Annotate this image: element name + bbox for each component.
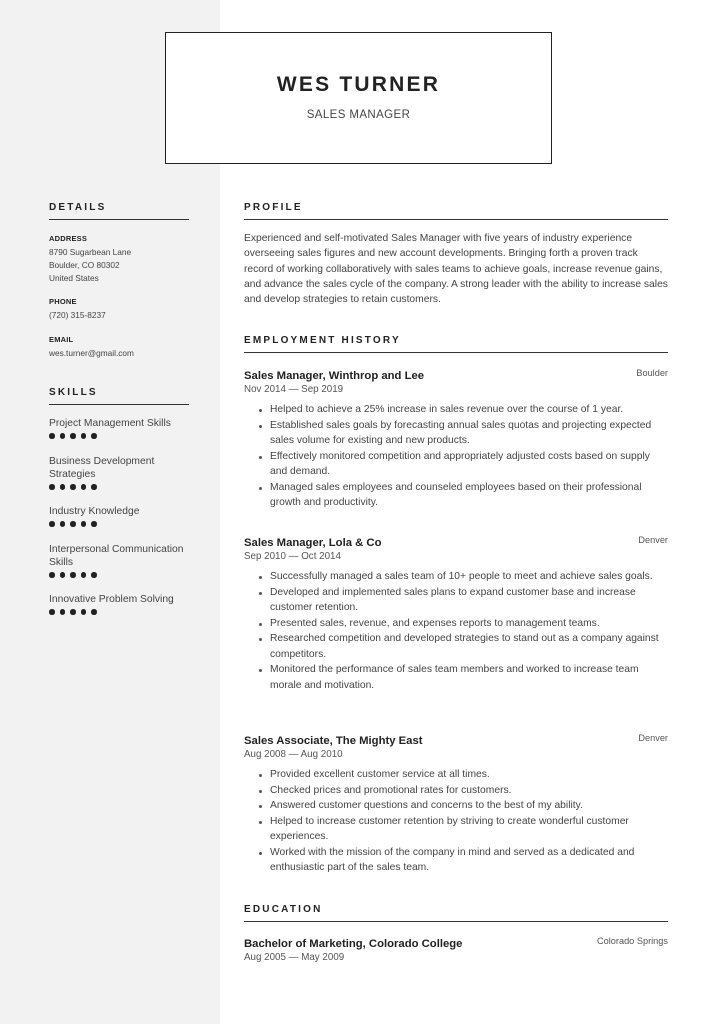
job-dates: Sep 2010 — Oct 2014	[244, 551, 341, 562]
phone-label: PHONE	[49, 297, 77, 306]
skill-dot	[81, 433, 87, 439]
skill-level-dots	[49, 609, 194, 617]
skill-dot	[49, 521, 55, 527]
skill-item	[49, 505, 194, 529]
job-bullet: Helped to increase customer retention by striving to create wonderful customer experiences.	[244, 814, 668, 845]
skill-item	[49, 455, 194, 492]
skills-heading: SKILLS	[49, 387, 189, 405]
job-bullet: Answered customer questions and concerns to the best of my ability.	[244, 798, 668, 814]
name-header-box	[165, 32, 552, 164]
skill-dot	[91, 433, 97, 439]
skill-dot	[60, 609, 66, 615]
job-bullet: Presented sales, revenue, and expenses reports to management teams.	[244, 616, 668, 632]
profile-text: Experienced and self-motivated Sales Manager with five years of industry experience overseeing sales figures and new account developments. Bringing forth a proven track record of working collaboratively with sales teams to achieve goals, increase revenue gains, and advance the sales cycle of the company. A strong leader with the ability to increase sales and develop strategies to retain customers.	[244, 233, 668, 306]
skill-level-dots	[49, 521, 194, 529]
phone-value: (720) 315-8237	[49, 310, 106, 320]
education-location: Colorado Springs	[597, 936, 668, 946]
skill-dot	[91, 609, 97, 615]
job-bullet: Provided excellent customer service at all times.	[244, 767, 668, 783]
education-heading: EDUCATION	[244, 904, 668, 922]
job-bullets	[244, 569, 668, 693]
skill-level-dots	[49, 572, 194, 580]
employment-heading: EMPLOYMENT HISTORY	[244, 335, 668, 353]
details-heading: DETAILS	[49, 202, 189, 220]
skill-name: Project Management Skills	[49, 418, 171, 429]
email-label: EMAIL	[49, 335, 74, 344]
job-title: Sales Associate, The Mighty East	[244, 735, 423, 747]
job-bullet: Established sales goals by forecasting annual sales quotas and projecting expected sales volume for existing and new products.	[244, 418, 668, 449]
job-bullet: Effectively monitored competition and appropriately adjusted costs based on supply and demand.	[244, 449, 668, 480]
skill-dot	[60, 484, 66, 490]
skill-dot	[49, 484, 55, 490]
job-entry	[244, 366, 668, 511]
job-bullet: Helped to achieve a 25% increase in sales revenue over the course of 1 year.	[244, 402, 668, 418]
skill-level-dots	[49, 484, 194, 492]
skill-dot	[91, 521, 97, 527]
job-bullet: Successfully managed a sales team of 10+ people to meet and achieve sales goals.	[244, 569, 668, 585]
skill-item	[49, 417, 194, 441]
skill-name: Industry Knowledge	[49, 506, 140, 517]
job-title: Sales Manager, Winthrop and Lee	[244, 370, 425, 382]
skill-item	[49, 593, 194, 617]
skill-dot	[81, 572, 87, 578]
job-bullet: Developed and implemented sales plans to expand customer base and increase customer retention.	[244, 585, 668, 616]
job-location: Denver	[638, 733, 668, 743]
skill-name: Interpersonal Communication Skills	[49, 544, 184, 568]
candidate-title: SALES MANAGER	[306, 109, 411, 121]
skill-dot	[70, 521, 76, 527]
skill-dot	[49, 609, 55, 615]
skill-dot	[91, 572, 97, 578]
skill-dot	[49, 572, 55, 578]
job-bullet: Researched competition and developed strategies to stand out as a company against competitors.	[244, 631, 668, 662]
candidate-name: WES TURNER	[276, 73, 441, 96]
skill-dot	[60, 521, 66, 527]
skill-dot	[70, 609, 76, 615]
skill-dot	[81, 484, 87, 490]
job-entry	[244, 533, 668, 693]
skill-dot	[70, 484, 76, 490]
skill-dot	[81, 521, 87, 527]
skill-item	[49, 543, 194, 580]
address-label: ADDRESS	[49, 234, 88, 243]
job-entry	[244, 731, 668, 876]
job-dates: Aug 2008 — Aug 2010	[244, 749, 343, 760]
address-line-2: Boulder, CO 80302	[49, 260, 120, 270]
skill-dot	[60, 433, 66, 439]
skill-dot	[60, 572, 66, 578]
address-line-1: 8790 Sugarbean Lane	[49, 247, 132, 257]
skill-dot	[70, 572, 76, 578]
job-location: Boulder	[636, 368, 668, 378]
job-bullets	[244, 767, 668, 876]
skill-dot	[70, 433, 76, 439]
degree-title: Bachelor of Marketing, Colorado College	[244, 938, 463, 950]
address-line-3: United States	[49, 273, 99, 283]
skill-dot	[81, 609, 87, 615]
job-title: Sales Manager, Lola & Co	[244, 537, 382, 549]
education-dates: Aug 2005 — May 2009	[244, 952, 345, 963]
email-value: wes.turner@gmail.com	[49, 348, 134, 358]
job-dates: Nov 2014 — Sep 2019	[244, 384, 344, 395]
job-bullet: Monitored the performance of sales team members and worked to increase team morale and motivation.	[244, 662, 668, 693]
job-bullet: Checked prices and promotional rates for customers.	[244, 783, 668, 799]
job-bullet: Worked with the mission of the company in mind and served as a dedicated and enthusiastic part of the sales team.	[244, 845, 668, 876]
skill-dot	[91, 484, 97, 490]
job-location: Denver	[638, 535, 668, 545]
job-bullets	[244, 402, 668, 511]
job-bullet: Managed sales employees and counseled employees based on their professional growth and productivity.	[244, 480, 668, 511]
skill-name: Innovative Problem Solving	[49, 594, 174, 605]
skill-dot	[49, 433, 55, 439]
education-entry	[244, 934, 668, 963]
skill-level-dots	[49, 433, 194, 441]
profile-heading: PROFILE	[244, 202, 668, 220]
skill-name: Business Development Strategies	[49, 456, 155, 480]
